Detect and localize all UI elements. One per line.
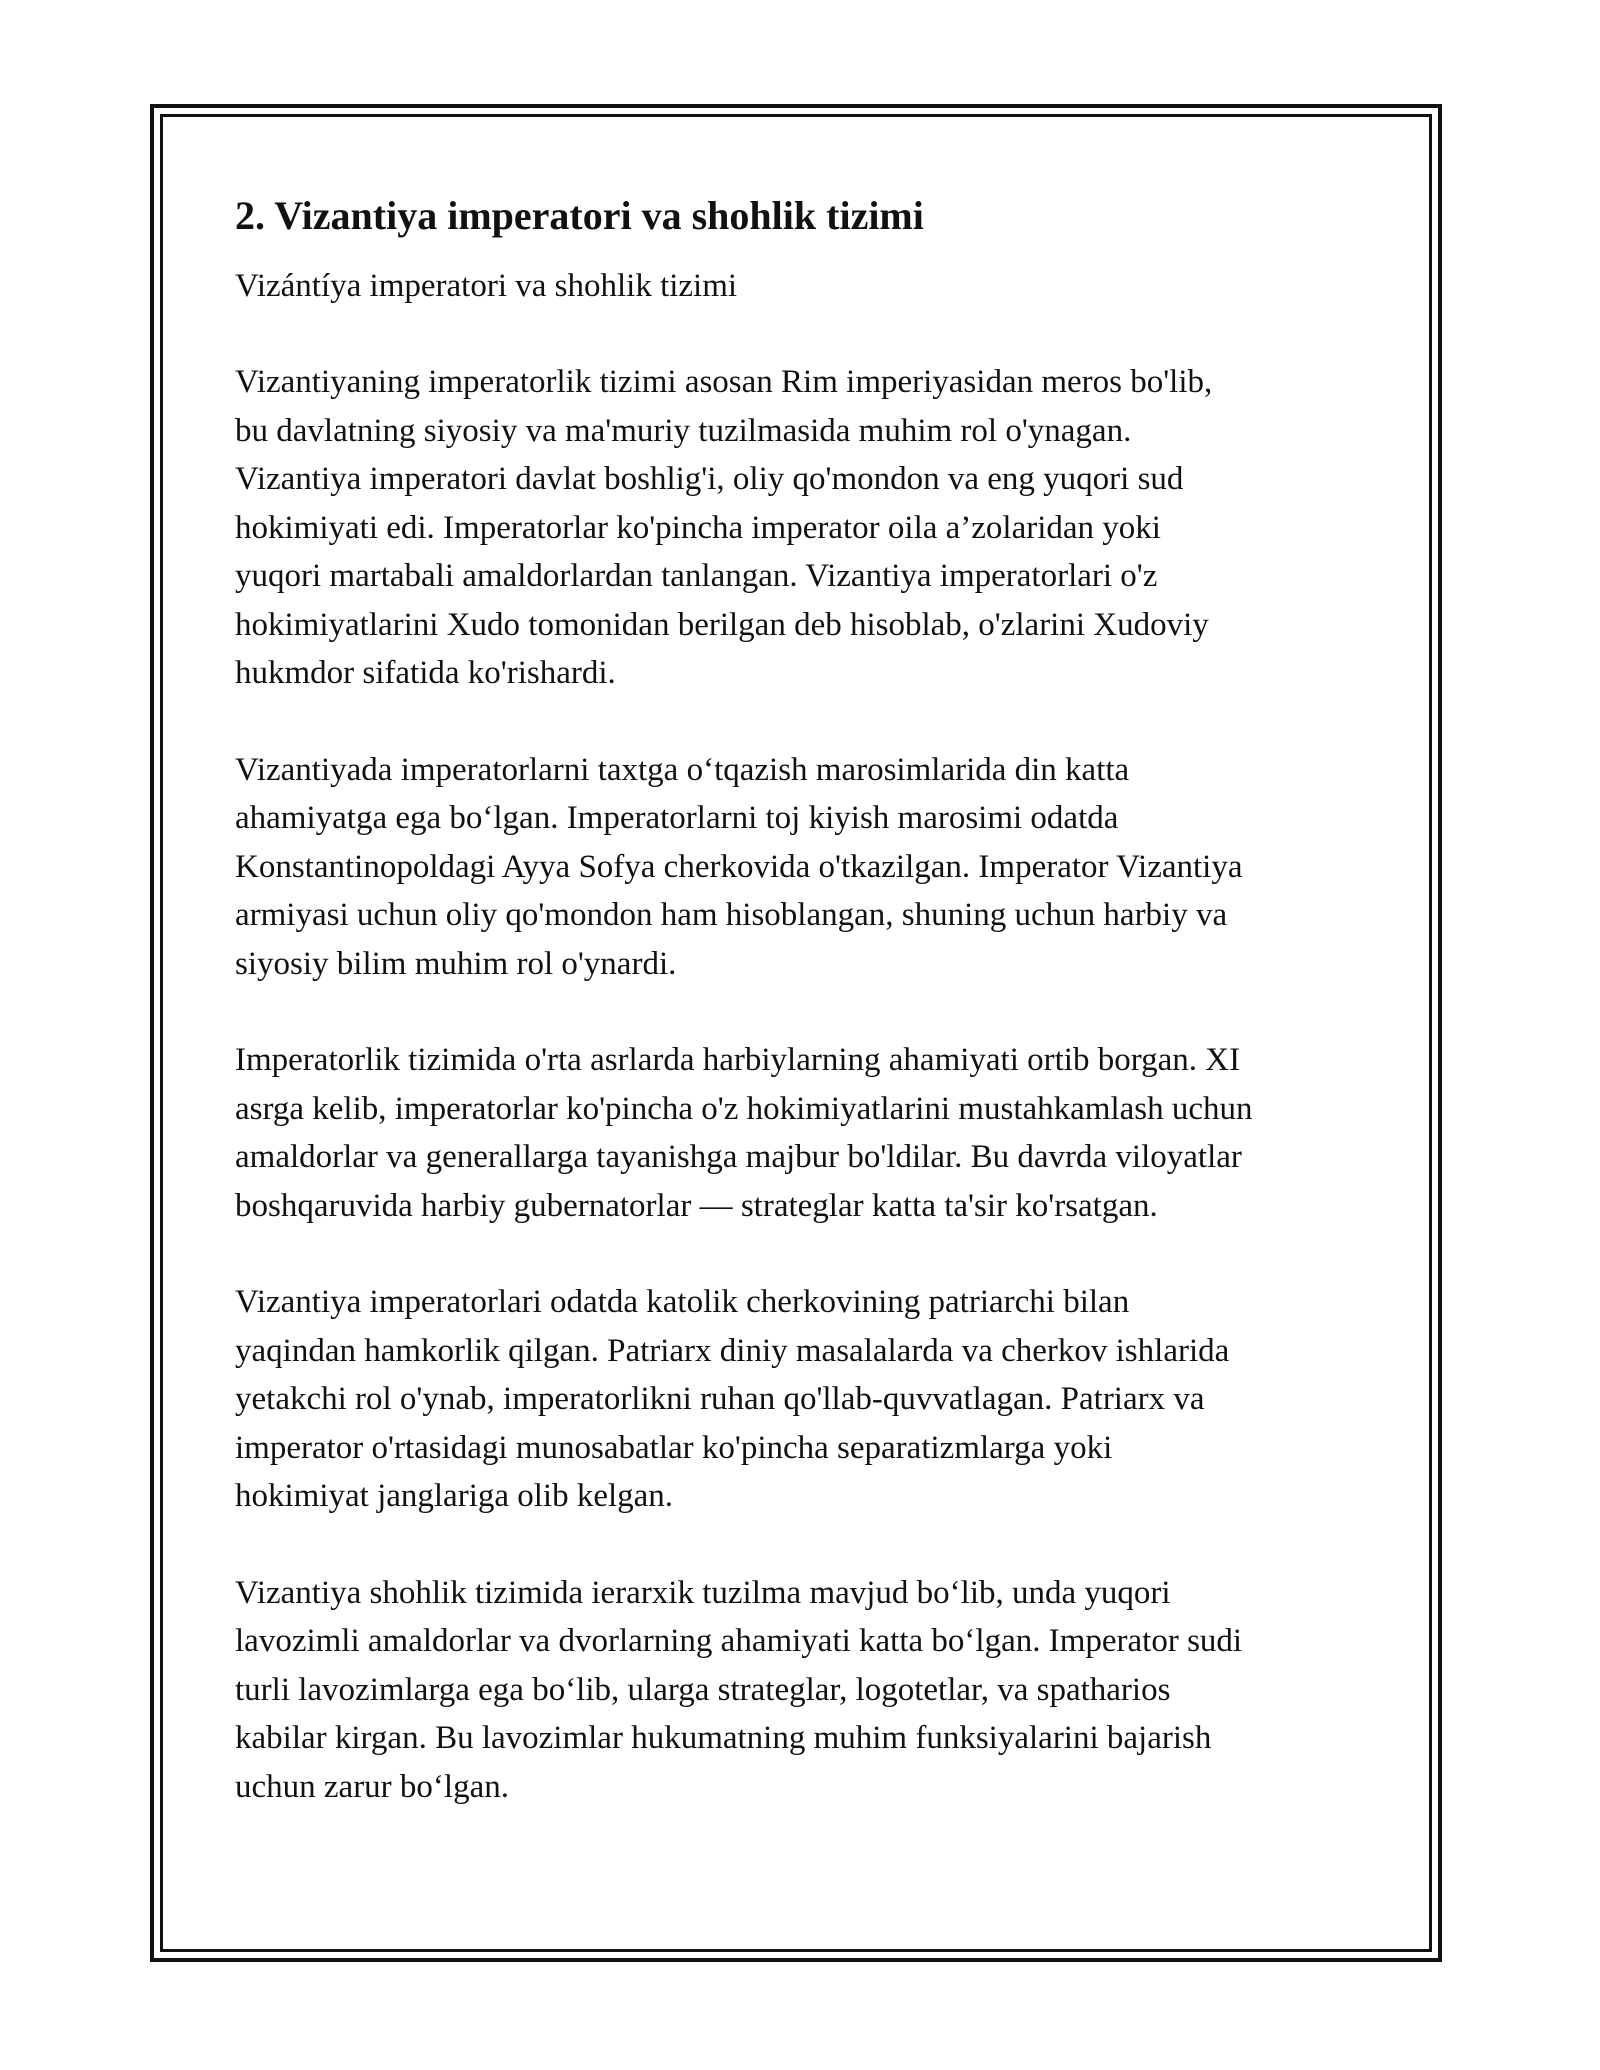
body-paragraph xyxy=(235,1036,1375,1230)
paragraph-line: Konstantinopoldagi Ayya Sofya cherkovida o'tkazilgan. Imperator Vizantiya xyxy=(235,848,1243,885)
paragraph-line: yetakchi rol o'ynab, imperatorlikni ruhan qo'llab-quvvatlagan. Patriarx va xyxy=(235,1381,1205,1417)
paragraph-line: hokimiyati edi. Imperatorlar ko'pincha imperator oila a’zolaridan yoki xyxy=(235,509,1161,546)
section-subtitle: Vizántíya imperatori va shohlik tizimi xyxy=(235,268,738,304)
section-heading: 2. Vizantiya imperatori va shohlik tizimi xyxy=(235,193,924,238)
body-paragraph xyxy=(235,1278,1375,1521)
paragraph-list xyxy=(235,358,1375,1811)
paragraph-line: yuqori martabali amaldorlardan tanlangan. Vizantiya imperatorlari o'z xyxy=(235,558,1158,594)
paragraph-line: kabilar kirgan. Bu lavozimlar hukumatning muhim funksiyalarini bajarish xyxy=(235,1720,1212,1756)
paragraph-line: asrga kelib, imperatorlar ko'pincha o'z hokimiyatlarini mustahkamlash uchun xyxy=(235,1090,1253,1127)
paragraph-line: Vizantiyaning imperatorlik tizimi asosan Rim imperiyasidan meros bo'lib, xyxy=(235,364,1213,400)
body-paragraph xyxy=(235,358,1375,698)
paragraph-line: ahamiyatga ega boʻlgan. Imperatorlarni toj kiyish marosimi odatda xyxy=(235,800,1119,836)
paragraph-line: hukmdor sifatida ko'rishardi. xyxy=(235,655,616,691)
document-body xyxy=(235,190,1375,1859)
paragraph-line: boshqaruvida harbiy gubernatorlar — strateglar katta ta'sir ko'rsatgan. xyxy=(235,1187,1158,1224)
paragraph-line: lavozimli amaldorlar va dvorlarning ahamiyati katta boʻlgan. Imperator sudi xyxy=(235,1623,1243,1659)
paragraph-line: hokimiyat janglariga olib kelgan. xyxy=(235,1478,674,1514)
paragraph-line: siyosiy bilim muhim rol o'ynardi. xyxy=(235,945,677,982)
paragraph-line: Imperatorlik tizimida o'rta asrlarda harbiylarning ahamiyati ortib borgan. XI xyxy=(235,1042,1241,1078)
paragraph-line: imperator o'rtasidagi munosabatlar ko'pincha separatizmlarga yoki xyxy=(235,1429,1113,1466)
paragraph-line: Vizantiya imperatorlari odatda katolik cherkovining patriarchi bilan xyxy=(235,1284,1130,1320)
paragraph-line: uchun zarur boʻlgan. xyxy=(235,1768,509,1805)
paragraph-line: armiyasi uchun oliy qo'mondon ham hisoblangan, shuning uchun harbiy va xyxy=(235,897,1228,933)
paragraph-line: Vizantiya shohlik tizimida ierarxik tuzilma mavjud boʻlib, unda yuqori xyxy=(235,1574,1171,1611)
paragraph-line: Vizantiyada imperatorlarni taxtga oʻtqazish marosimlarida din katta xyxy=(235,751,1130,788)
paragraph-line: Vizantiya imperatori davlat boshlig'i, oliy qo'mondon va eng yuqori sud xyxy=(235,461,1184,497)
body-paragraph xyxy=(235,1569,1375,1812)
paragraph-line: amaldorlar va generallarga tayanishga majbur bo'ldilar. Bu davrda viloyatlar xyxy=(235,1139,1242,1175)
body-paragraph xyxy=(235,746,1375,989)
paragraph-line: bu davlatning siyosiy va ma'muriy tuzilmasida muhim rol o'ynagan. xyxy=(235,412,1132,449)
paragraph-line: hokimiyatlarini Xudo tomonidan berilgan deb hisoblab, o'zlarini Xudoviy xyxy=(235,606,1209,643)
paragraph-line: yaqindan hamkorlik qilgan. Patriarx diniy masalalarda va cherkov ishlarida xyxy=(235,1332,1230,1369)
paragraph-line: turli lavozimlarga ega boʻlib, ularga strateglar, logotetlar, va spatharios xyxy=(235,1671,1171,1708)
